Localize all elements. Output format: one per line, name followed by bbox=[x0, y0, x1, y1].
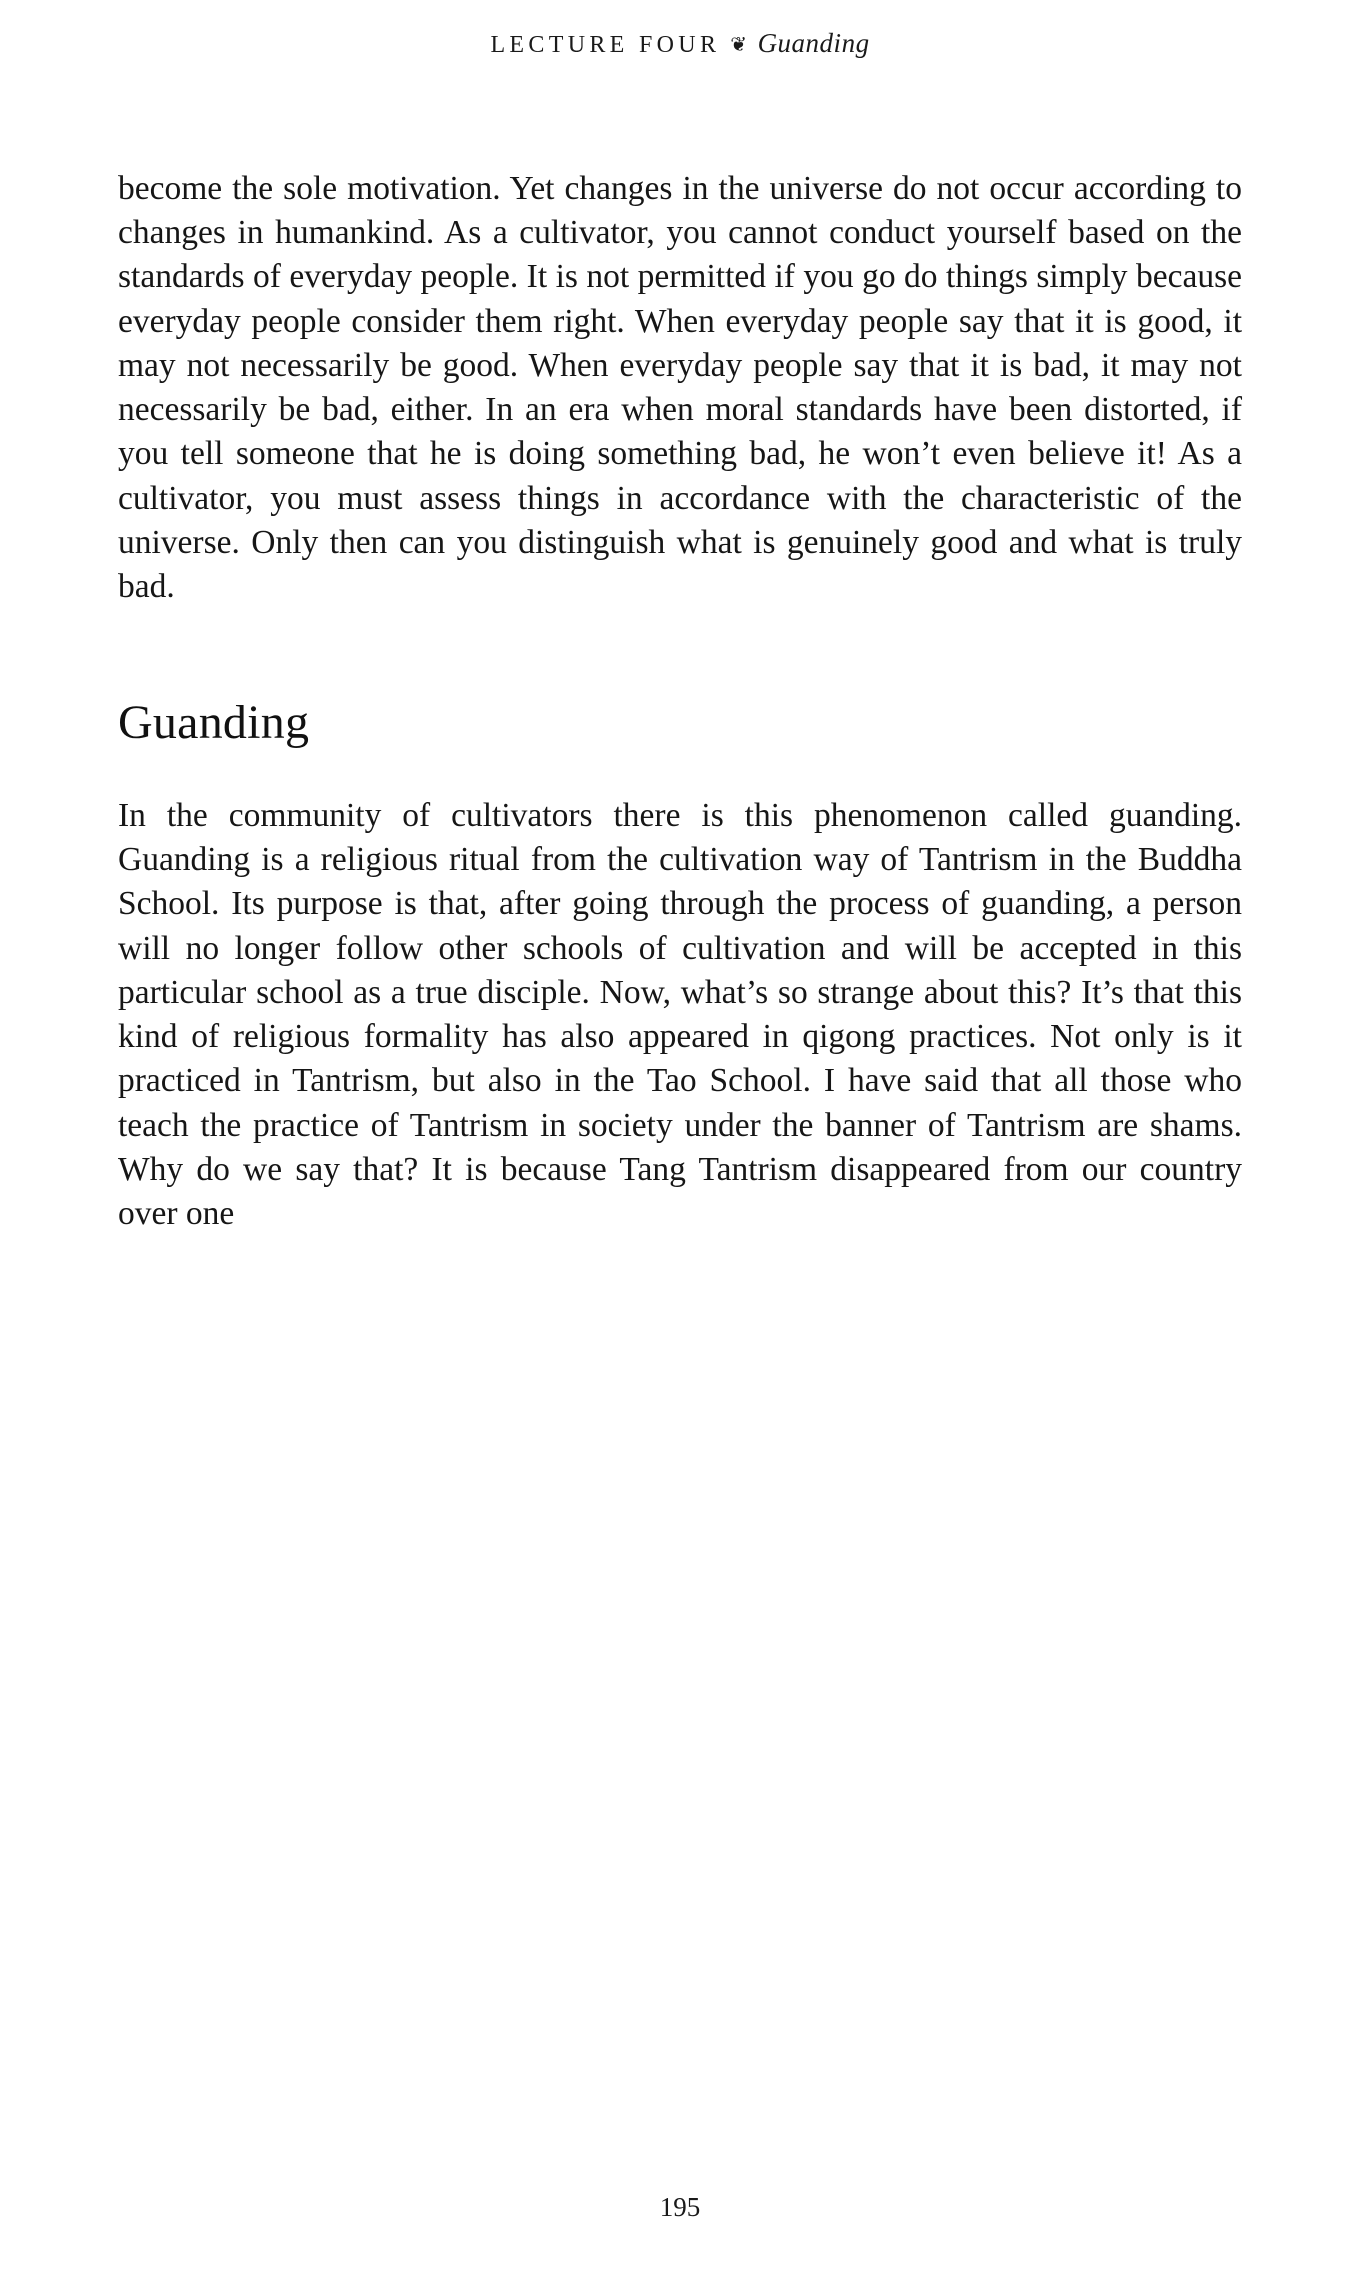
section-heading: Guanding bbox=[118, 696, 310, 750]
page-number: 195 bbox=[659, 2192, 701, 2222]
book-page bbox=[0, 28, 1360, 2275]
paragraph-guanding-intro: In the community of cultivators there is this phenomenon called guanding. Guanding is a religious ritual from the cultivation way of Tantrism in the Buddha School. Its purpose is that, after going through the process of guanding, a person will no longer follow other schools of cultivation and will be accepted in this particular school as a true disciple. Now, what’s so strange about this? It’s that this kind of religious formality has also appeared in qigong practices. Not only is it practiced in Tantrism, but also in the Tao School. I have said that all those who teach the practice of Tantrism in society under the banner of Tantrism are shams. Why do we say that? It is because Tang Tantrism disappeared from our country over one bbox=[118, 796, 1242, 1232]
paragraph-continued: become the sole motivation. Yet changes in the universe do not occur according to changes in humankind. As a cultivator, you cannot conduct yourself based on the standards of everyday people. It is not permitted if you go do things simply because everyday people consider them right. When everyday people say that it is good, it may not necessarily be good. When everyday people say that it is bad, it may not necessarily be bad, either. In an era when moral standards have been distorted, if you tell someone that he is doing something bad, he won’t even believe it! As a cultivator, you must assess things in accordance with the characteristic of the universe. Only then can you distinguish what is genuinely good and what is truly bad. bbox=[118, 170, 1242, 605]
leaf-ornament-icon: ❦ bbox=[730, 34, 748, 56]
running-head-label: LECTURE FOUR bbox=[490, 32, 721, 58]
page-body bbox=[118, 167, 1242, 1236]
running-head-title: Guanding bbox=[757, 28, 870, 58]
running-head bbox=[118, 28, 1242, 59]
